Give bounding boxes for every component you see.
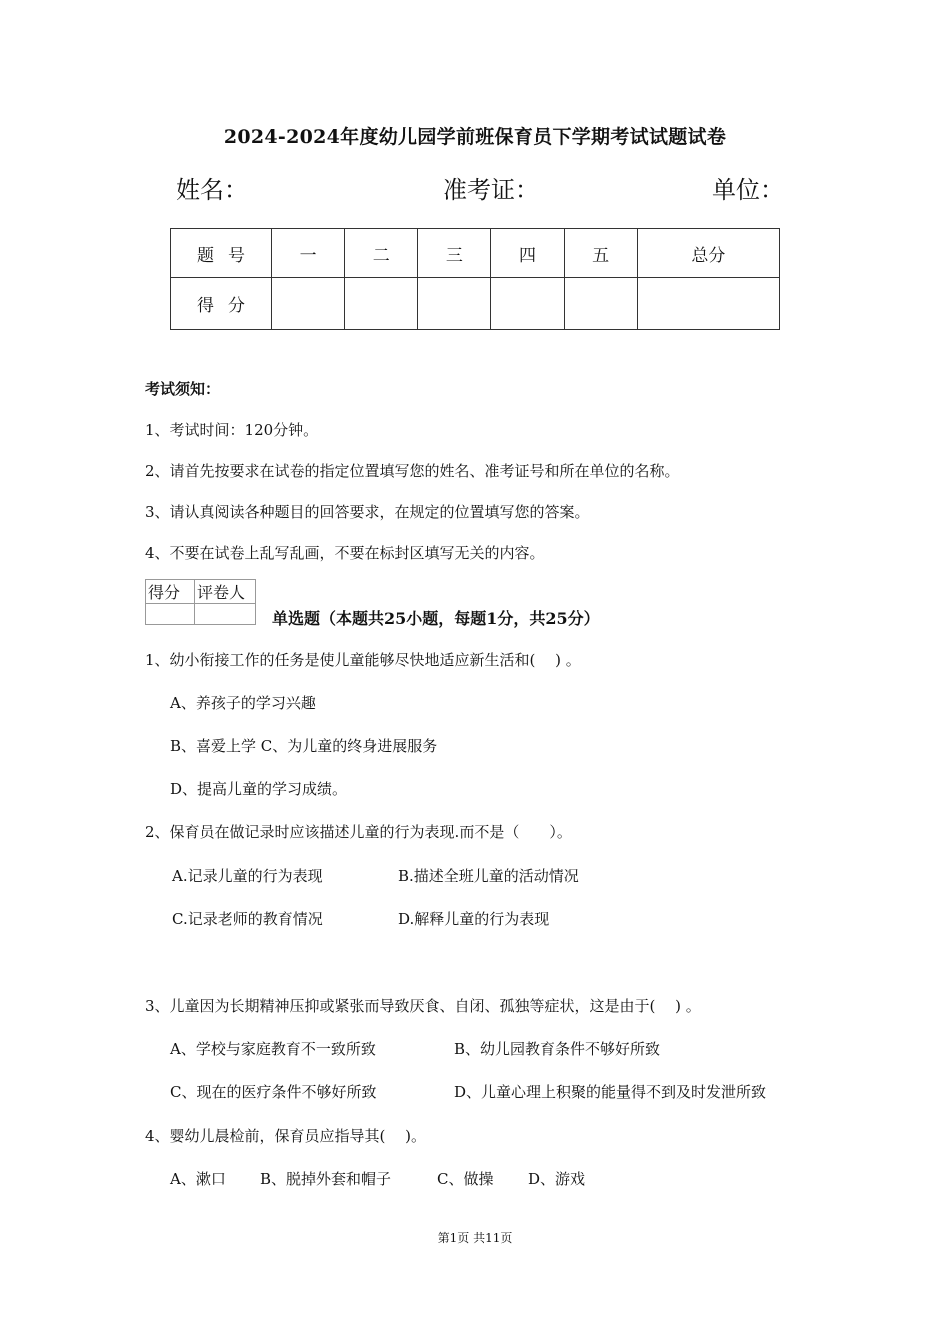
- grader-score-cell: [146, 604, 195, 625]
- note-item: 3、请认真阅读各种题目的回答要求，在规定的位置填写您的答案。: [145, 503, 590, 521]
- grader-score-label: 得分: [146, 580, 195, 604]
- score-cell: [491, 278, 564, 330]
- score-cell: [345, 278, 418, 330]
- column-header: 一: [272, 229, 345, 278]
- score-table-header-row: [171, 229, 780, 278]
- score-cell: [564, 278, 637, 330]
- column-header: 总分: [637, 229, 779, 278]
- notes-heading: 考试须知：: [145, 380, 221, 398]
- grader-name-cell: [195, 604, 256, 625]
- exam-title: 2024-2024年度幼儿园学前班保育员下学期考试试题试卷: [223, 126, 727, 148]
- exam-id-field-label: 准考证：: [443, 176, 539, 204]
- unit-field-label: 单位：: [712, 176, 784, 204]
- score-cell: [272, 278, 345, 330]
- question-option: A、学校与家庭教育不一致所致: [170, 1040, 376, 1058]
- question-option: C.记录老师的教育情况: [172, 910, 323, 928]
- question-option: A、养孩子的学习兴趣: [170, 694, 316, 712]
- grader-box: [145, 579, 256, 625]
- score-cell: [637, 278, 779, 330]
- question-option: B、幼儿园教育条件不够好所致: [454, 1040, 661, 1058]
- column-header: 五: [564, 229, 637, 278]
- question-stem: 4、婴幼儿晨检前，保育员应指导其( )。: [145, 1127, 427, 1145]
- question-stem: 1、幼小衔接工作的任务是使儿童能够尽快地适应新生活和( ) 。: [145, 651, 581, 669]
- question-option: B、脱掉外套和帽子: [260, 1170, 392, 1188]
- question-option: D.解释儿童的行为表现: [398, 910, 550, 928]
- note-item: 1、考试时间：120分钟。: [145, 421, 319, 439]
- score-cell: [418, 278, 491, 330]
- header-label-cell: 题号: [171, 229, 272, 278]
- name-field-label: 姓名：: [176, 176, 248, 204]
- grader-name-label: 评卷人: [195, 580, 256, 604]
- question-stem: 3、儿童因为长期精神压抑或紧张而导致厌食、自闭、孤独等症状，这是由于( ) 。: [145, 997, 701, 1015]
- section-title: 单选题（本题共25小题，每题1分，共25分）: [272, 609, 600, 628]
- note-item: 4、不要在试卷上乱写乱画，不要在标封区填写无关的内容。: [145, 544, 545, 562]
- question-option: C、现在的医疗条件不够好所致: [170, 1083, 377, 1101]
- score-table: [170, 228, 780, 330]
- question-option: D、游戏: [528, 1170, 586, 1188]
- question-option: D、提高儿童的学习成绩。: [170, 780, 348, 798]
- question-option: B.描述全班儿童的活动情况: [398, 867, 579, 885]
- column-header: 四: [491, 229, 564, 278]
- column-header: 三: [418, 229, 491, 278]
- question-option: D、儿童心理上积聚的能量得不到及时发泄所致: [454, 1083, 767, 1101]
- question-stem: 2、保育员在做记录时应该描述儿童的行为表现.而不是（ ）。: [145, 823, 572, 841]
- question-option: A.记录儿童的行为表现: [172, 867, 323, 885]
- question-option: C、做操: [437, 1170, 494, 1188]
- column-header: 二: [345, 229, 418, 278]
- page-footer: 第1页 共11页: [437, 1231, 513, 1245]
- question-option: B、喜爱上学 C、为儿童的终身进展服务: [170, 737, 438, 755]
- note-item: 2、请首先按要求在试卷的指定位置填写您的姓名、准考证号和所在单位的名称。: [145, 462, 680, 480]
- question-option: A、漱口: [170, 1170, 226, 1188]
- score-label-cell: 得分: [171, 278, 272, 330]
- score-table-score-row: [171, 278, 780, 330]
